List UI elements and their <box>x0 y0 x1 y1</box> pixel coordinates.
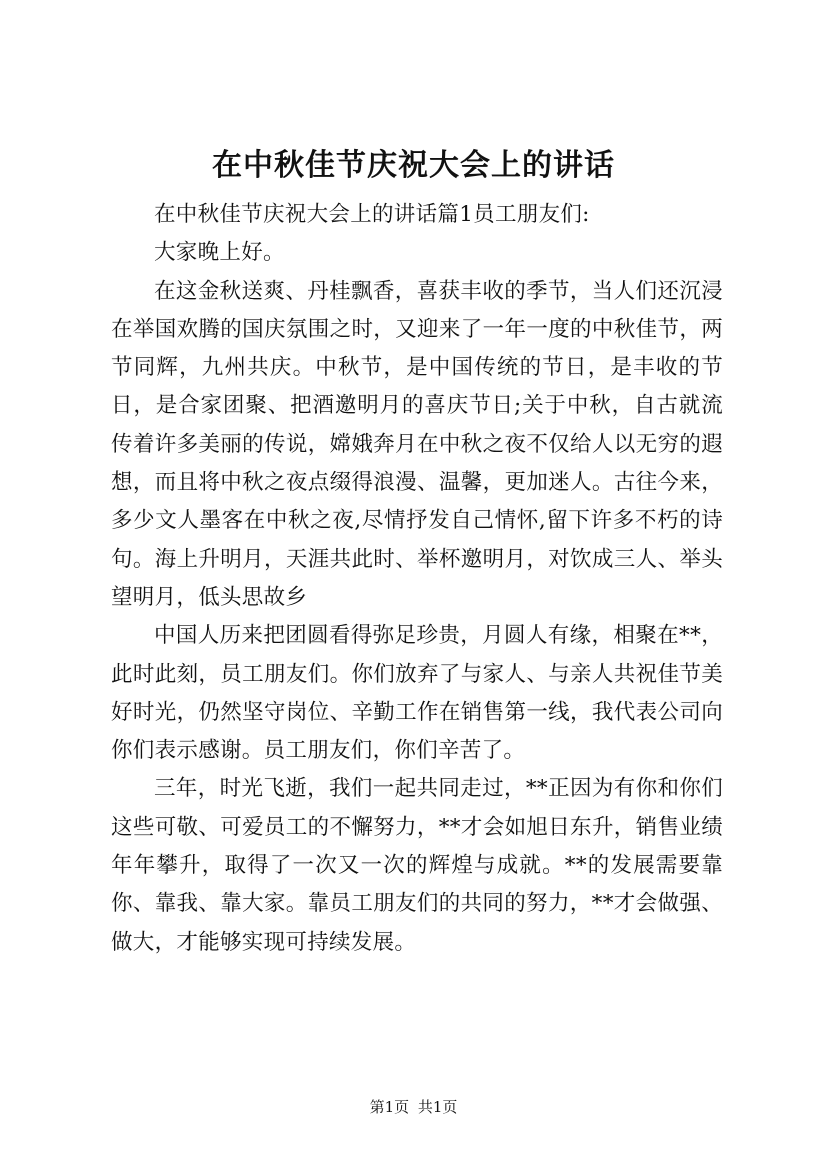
page-footer <box>0 1097 827 1117</box>
paragraph-greeting: 大家晚上好。 <box>154 240 285 266</box>
paragraph-opening: 在中秋佳节庆祝大会上的讲话篇1员工朋友们: <box>154 202 590 227</box>
document-title: 在中秋佳节庆祝大会上的讲话 <box>212 148 615 183</box>
document-body <box>111 196 723 962</box>
paragraph-reunion: 中国人历来把团圆看得弥足珍贵，月圆人有缘，相聚在**，此时此刻，员工朋友们。你们放弃了与家人、与亲人共祝佳节美好时光，仍然坚守岗位、辛勤工作在销售第一线，我代表公司向你们表示感谢。员工朋友们，你们辛苦了。 <box>111 623 723 764</box>
paragraph-mid-autumn: 在这金秋送爽、丹桂飘香，喜获丰收的季节，当人们还沉浸在举国欢腾的国庆氛围之时，又迎来了一年一度的中秋佳节，两节同辉，九州共庆。中秋节，是中国传统的节日，是丰收的节日，是合家团聚、把酒邀明月的喜庆节日;关于中秋，自古就流传着许多美丽的传说，嫦娥奔月在中秋之夜不仅给人以无穷的遐想，而且将中秋之夜点缀得浪漫、温馨，更加迷人。古往今来，多少文人墨客在中秋之夜,尽情抒发自己情怀,留下许多不朽的诗句。海上升明月，天涯共此时、举杯邀明月，对饮成三人、举头望明月，低头思故乡 <box>111 278 723 610</box>
page-total: 共1页 <box>417 1098 458 1116</box>
page-number: 第1页 <box>369 1098 410 1116</box>
paragraph-three-years: 三年，时光飞逝，我们一起共同走过，**正因为有你和你们这些可敬、可爱员工的不懈努力，**才会如旭日东升，销售业绩年年攀升，取得了一次又一次的辉煌与成就。**的发展需要靠你、靠我、靠大家。靠员工朋友们的共同的努力，**才会做强、做大，才能够实现可持续发展。 <box>111 776 723 955</box>
